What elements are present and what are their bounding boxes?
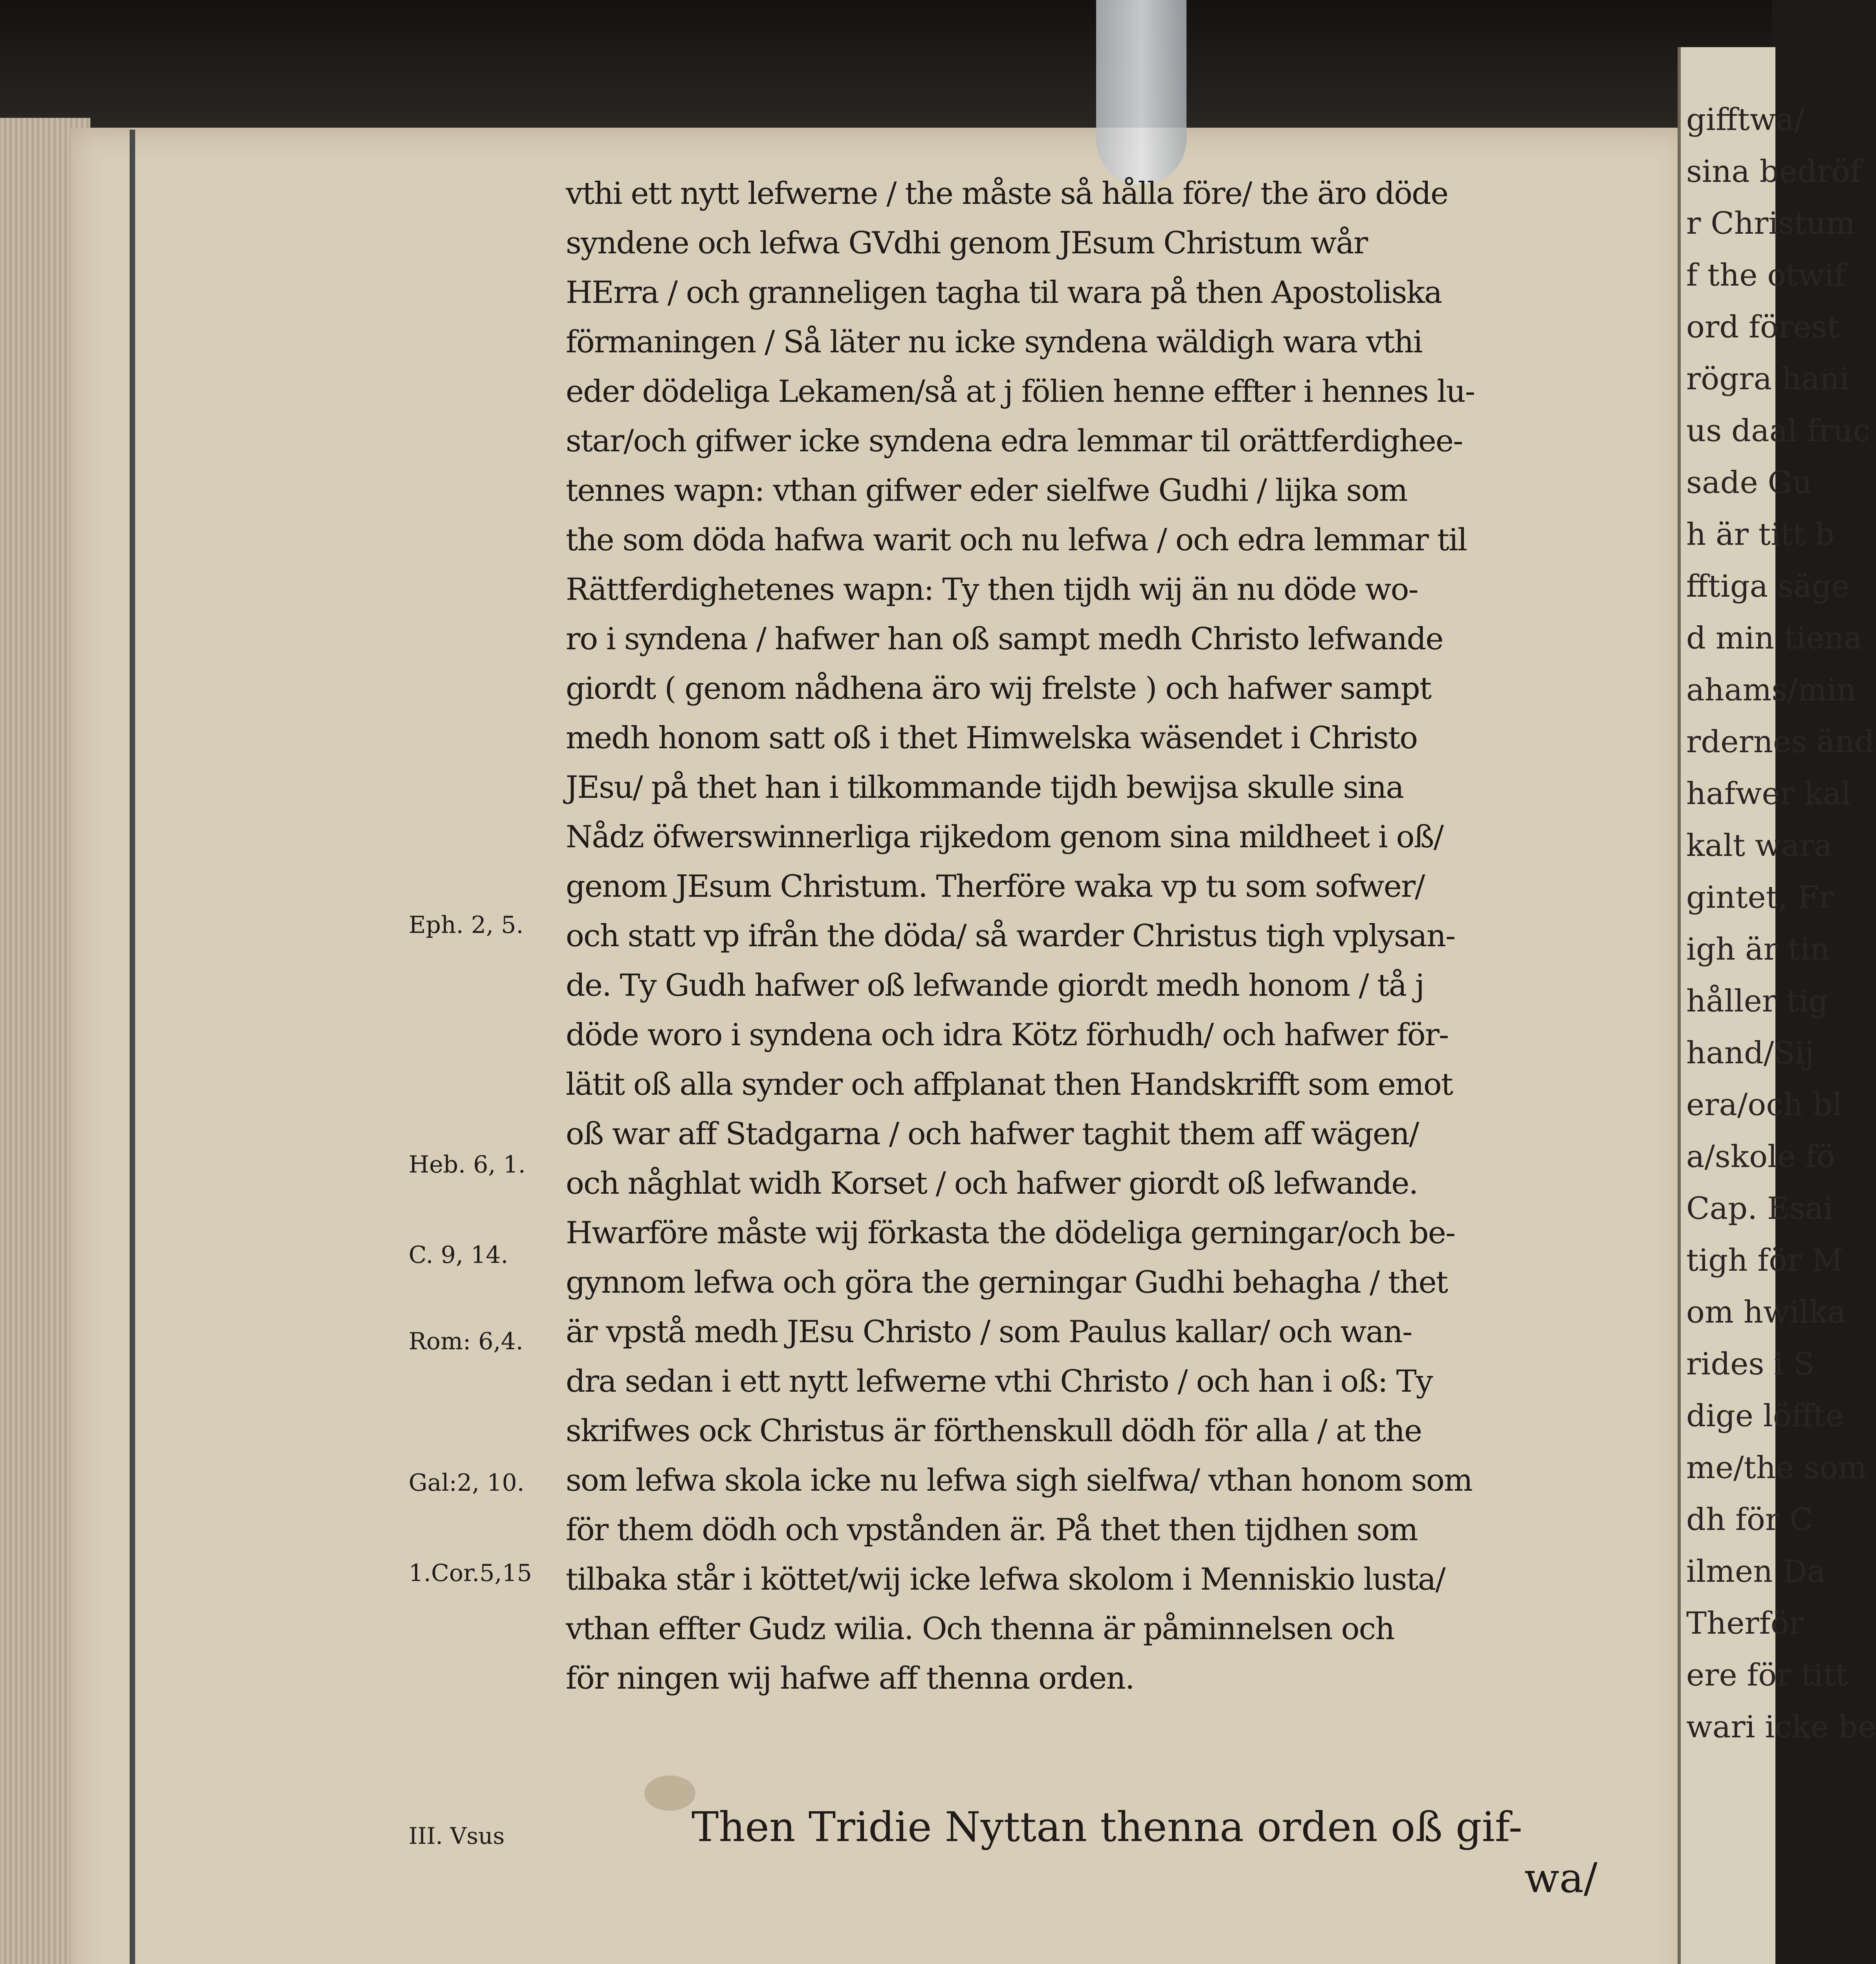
facing-page-fragment: ord förest [1686,310,1839,345]
facing-page-fragment: d min tiena [1686,621,1862,656]
text-line: Rättferdighetenes wapn: Ty then tijdh wij än nu döde wo- [566,572,1418,607]
facing-page-fragment: Cap. Esai [1686,1191,1834,1226]
text-line: Nådz öfwerswinnerliga rijkedom genom sina mildheet i oß/ [566,819,1443,855]
ink-blot [644,1775,695,1811]
facing-page-fragment: gifftwa/ [1686,102,1805,137]
facing-page-fragment: fftiga säge [1686,569,1850,604]
margin-note-cor: 1.Cor.5,15 [409,1559,532,1587]
text-line: vthi ett nytt lefwerne / the måste så hålla före/ the äro döde [566,176,1448,211]
facing-page-fragment: dige löffte [1686,1398,1844,1434]
text-line: som lefwa skola icke nu lefwa sigh sielfwa/ vthan honom som [566,1463,1472,1498]
facing-page-fragment: dh för C [1686,1502,1813,1537]
text-line: tennes wapn: vthan gifwer eder sielfwe Gudhi / lijka som [566,473,1407,508]
margin-note-heb: Heb. 6, 1. [409,1151,526,1178]
facing-page-fragment: tigh för M [1686,1243,1843,1278]
text-line: gynnom lefwa och göra the gerningar Gudhi behagha / thet [566,1265,1448,1300]
facing-page-fragment: a/skole fö [1686,1139,1835,1174]
facing-page-fragment: r Christum [1686,206,1855,241]
margin-note-rom: Rom: 6,4. [409,1328,523,1355]
facing-page-fragment: igh är tin [1686,932,1830,967]
text-line: förmaningen / Så läter nu icke syndena wäldigh wara vthi [566,324,1422,360]
text-line: dra sedan i ett nytt lefwerne vthi Christo / och han i oß: Ty [566,1364,1432,1399]
facing-page-fragment: rögra hani [1686,361,1849,397]
text-line: giordt ( genom nådhena äro wij frelste ) och hafwer sampt [566,671,1431,706]
text-line: skrifwes ock Christus är förthenskull dödh för alla / at the [566,1413,1422,1449]
margin-note-c: C. 9, 14. [409,1241,508,1269]
catchword: wa/ [1524,1854,1598,1902]
text-line: eder dödeliga Lekamen/så at j fölien henne effter i hennes lu- [566,374,1475,409]
facing-page-fragment: hand/Sij [1686,1035,1814,1071]
facing-page-fragment: hafwer kal [1686,776,1851,812]
section-heading-text: Then Tridie Nyttan thenna orden oß gif- [691,1803,1522,1851]
text-line: ro i syndena / hafwer han oß sampt medh Christo lefwande [566,621,1443,657]
background-shadow [0,0,1772,130]
facing-page-fragment: rides i S [1686,1347,1815,1382]
facing-page-fragment: wari icke be [1686,1709,1876,1745]
text-line: oß war aff Stadgarna / och hafwer taghit them aff wägen/ [566,1116,1419,1152]
facing-page-fragment: ilmen Da [1686,1554,1826,1589]
text-line: döde woro i syndena och idra Kötz förhudh/ och hafwer för- [566,1017,1449,1053]
facing-page-fragment: ere för titt [1686,1658,1848,1693]
text-line: the som döda hafwa warit och nu lefwa / och edra lemmar til [566,522,1467,558]
facing-page-fragment: håller tig [1686,984,1828,1019]
facing-page-fragment: kalt wara [1686,828,1832,863]
text-line: de. Ty Gudh hafwer oß lefwande giordt medh honom / tå j [566,968,1424,1003]
section-label: III. Vsus [409,1823,505,1849]
text-line: och statt vp ifrån the döda/ så warder Christus tigh vplysan- [566,918,1455,954]
text-line: HErra / och granneligen tagha til wara på then Apostoliska [566,275,1442,310]
facing-page-fragment: ahams/min [1686,672,1856,708]
main-text-block [566,169,1607,1703]
margin-note-eph: Eph. 2, 5. [409,911,524,939]
facing-page-fragment: gintet, Fr [1686,880,1834,915]
text-line: JEsu/ på thet han i tilkommande tijdh bewijsa skulle sina [566,770,1404,805]
text-line: för ningen wij hafwe aff thenna orden. [566,1661,1134,1696]
page-clip [1096,0,1186,185]
facing-page-fragment: Therför [1686,1606,1804,1641]
facing-page-fragment: f the otwif [1686,258,1846,293]
facing-page-fragment: sina bedröf [1686,154,1861,189]
facing-page-fragment: sade Gu [1686,465,1812,500]
text-line: och någhlat widh Korset / och hafwer giordt oß lefwande. [566,1166,1418,1201]
text-line: syndene och lefwa GVdhi genom JEsum Christum wår [566,225,1368,261]
facing-page-fragment: om hwilka [1686,1295,1846,1330]
facing-page [1678,47,1876,1964]
text-line: tilbaka står i köttet/wij icke lefwa skolom i Menniskio lusta/ [566,1562,1445,1597]
text-line: för them dödh och vpstånden är. På thet then tijdhen som [566,1512,1418,1548]
text-line: genom JEsum Christum. Therföre waka vp tu som sofwer/ [566,869,1425,904]
facing-page-fragment: me/the som [1686,1450,1867,1486]
text-line: lätit oß alla synder och affplanat then Handskrifft som emot [566,1067,1453,1102]
facing-page-fragment: h är titt b [1686,517,1835,552]
margin-note-gal: Gal:2, 10. [409,1469,524,1497]
text-line: medh honom satt oß i thet Himwelska wäsendet i Christo [566,720,1418,756]
facing-page-fragment: rdernes änd [1686,724,1874,760]
text-line: vthan effter Gudz wilia. Och thenna är påminnelsen och [566,1611,1394,1647]
text-line: är vpstå medh JEsu Christo / som Paulus kallar/ och wan- [566,1314,1412,1350]
facing-page-fragment: era/och bl [1686,1087,1842,1123]
text-line: Hwarföre måste wij förkasta the dödeliga gerningar/och be- [566,1215,1455,1251]
facing-page-fragment: us daal fruc [1686,413,1870,449]
text-line: star/och gifwer icke syndena edra lemmar til orättferdighee- [566,423,1463,459]
